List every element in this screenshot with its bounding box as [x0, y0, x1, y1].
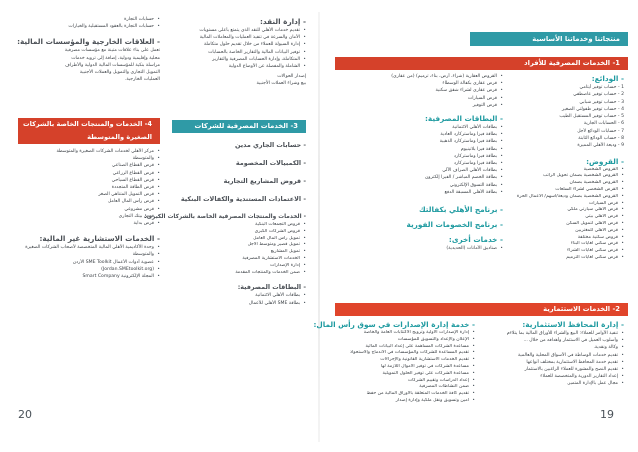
list-item: • قرض بيتك التجاري	[18, 213, 160, 220]
list-item: 9 - وديعة الأهلي المميزة	[577, 143, 624, 149]
text-line: تعمل على بناء علاقات متينة مع مؤسسات مصرفية	[64, 48, 160, 54]
sme-column	[18, 148, 160, 280]
list-item: • تقديم خدمات الأهلي للنقد الذي يتمتع بأعلى مستويات	[172, 27, 306, 34]
external-relations-column	[18, 16, 160, 83]
list-item: • بطاقات الأهلي الصراف الآلي	[335, 167, 503, 174]
list-item: • مساعدة الشركات في توفير الأموال اللازمة لها	[335, 364, 475, 371]
list-item: • عضوية أدوات الأعمال SME Toolkit الأردن	[18, 259, 160, 266]
retail-banking-banner	[335, 57, 628, 70]
list-item: • تنفيذ الأوامر للعملاء: البيع والشراء للأوراق المالية بما يتلاءم	[482, 330, 624, 337]
issues-list	[335, 330, 475, 405]
list-item: • القروض الشخصية بضمان تحويل الراتب	[510, 173, 624, 180]
list-item: • قروض التجمعات البنكية	[172, 222, 306, 229]
list-item: • الأمان والسرعة في تنفيذ العمليات والمعاملات المالية	[172, 34, 306, 41]
list-item: 1 - حساب توفير أيتامي	[579, 85, 624, 90]
list-item: • وأسلوب العميل في الاستثمار وأهدافه من خلال ...	[482, 337, 624, 344]
list-item: • قرض الأهلي بيتي	[510, 214, 624, 221]
list-item: • بطاقة التسوق الإلكتروني	[335, 182, 503, 189]
list-item: • قرض بداية	[18, 220, 160, 227]
issues-column	[313, 319, 475, 405]
corporate-cards-title: - البطاقات المصرفية:	[237, 283, 306, 292]
list-item: • قرض القطاع الصناعي	[18, 162, 160, 169]
corporate-item-overdraft: - حسابات الجاري مدين	[235, 141, 306, 149]
corporate-banking-title: 3- الخدمات المصرفية للشركات	[194, 122, 298, 130]
list-item: • مساعدة الشركات على توفير الحلول التمويلية	[335, 371, 475, 378]
deposits-title: - الودائع:	[591, 74, 624, 83]
list-item: • إدارة السيولة للعملاء من خلال تقديم حلول متكاملة	[172, 41, 306, 48]
list-item: • قرض القطاع الزراعي	[18, 170, 160, 177]
trading-accounts-list	[18, 16, 160, 30]
list-item: • القروض العقارية (شراء، أرض، بناء، ترميم) (من عقاري)	[335, 73, 503, 80]
portfolio-title: - إدارة المحافظ الاستثمارية:	[522, 320, 624, 329]
list-item: • قرض التوفير	[335, 102, 503, 109]
list-item: • تمويل قصير ومتوسط الأجل	[172, 242, 306, 249]
list-item: • قرض القطاع السياحي	[18, 177, 160, 184]
deposits-list	[510, 84, 624, 150]
list-item: 3 - حساب توفير شبابي	[579, 99, 624, 105]
loans-title: - القروض:	[586, 156, 624, 166]
corporate-item-bills: - الكمبيالات المخصومة	[235, 159, 306, 167]
list-item: • قرض سكني لغايات البناء	[510, 241, 624, 248]
page-number-left: 20	[18, 408, 32, 421]
list-item: • المجلة الإلكترونية Smart Company	[18, 273, 160, 280]
list-item: • مساعدة الشركات المساهمة على إعداد البيانات المالية	[335, 344, 475, 351]
list-item: • بطاقة الخصم المباشر / الفيزا إلكترون	[335, 174, 503, 181]
list-item: • إعداد الدراسات وتقييم الشركات	[335, 378, 475, 385]
list-item: • والمتوسطة	[18, 251, 160, 258]
list-item: 6 - الحسابات الجارية	[583, 121, 624, 127]
list-item: • تمويل رأس المال العامل	[172, 236, 306, 243]
list-item: • ضمن النشاطات المصرفية	[335, 384, 475, 391]
large-corporate-list	[172, 222, 306, 276]
advisory-title: - الخدمات الاستشارية غير المالية:	[39, 234, 160, 244]
list-item: • قرض عقاري لشراء شقق سكنية	[335, 87, 503, 94]
sme-banner-line2: الصغيرة والمتوسطة	[87, 133, 152, 141]
list-item: 5 - حساب توفير المستقبل الطيب	[559, 114, 624, 120]
large-corporate-title: - الخدمات والمنتجات المصرفية الخاصة بالشركات الكبرى:	[144, 214, 306, 220]
list-item: • إدارة الإصدارات الأولية وترويج الاكتتابات العامة والخاصة	[335, 330, 475, 337]
real-estate-list	[335, 73, 503, 109]
text-line: مراسلة بنكية للمؤسسات المالية الدولية والأطراف	[65, 62, 160, 68]
investment-banner-title: 2- الخدمات الاستثمارية	[543, 305, 620, 313]
list-item: • حسابات التجارة بالعقود المستقبلية والخيارات	[18, 23, 160, 30]
corporate-column	[144, 138, 306, 307]
list-item: • قرض مشروعي	[18, 206, 160, 213]
section-header-title: منتجاتنا وخدماتنا الأساسية	[532, 35, 620, 43]
list-item: • تقديم النصح والمشورة للعملاء الراغبين بالاستثمار	[482, 366, 624, 373]
list-item: • وحدة الأكاديمية الأهلي المالية المتخصصة لأصحاب الشركات الصغيرة	[18, 244, 160, 251]
sme-banner	[18, 118, 160, 144]
list-item: • (Jordan.SMEtoolkit.org)	[18, 266, 160, 273]
list-item: • قرض السيارات	[510, 201, 624, 208]
deposits-column	[510, 73, 624, 262]
list-item: • صناديق الأمانات (الحديدية)	[335, 245, 503, 252]
cards-column	[335, 73, 503, 252]
list-item: • بطاقة SME الأهلي للأعمال	[172, 300, 306, 307]
list-item: 4 - حساب توفير طفولتي الصغير	[561, 106, 624, 112]
list-item: • أمين وتسويق ونقل ملكية وإدارة إصدار	[335, 398, 475, 405]
list-item: • قروض سكنية مختلفة	[510, 235, 624, 242]
list-item: • قرض سكني لغايات الترميم	[510, 255, 624, 262]
tafawwaq-program-title: - برنامج الأهلي بكفالتك	[418, 205, 503, 215]
corporate-item-project-loans: - قروض المشاريع التجارية	[223, 177, 306, 185]
cash-management-list	[172, 27, 306, 70]
corporate-banking-banner	[172, 120, 306, 133]
list-item: • بطاقات الأهلي الائتمانية	[172, 292, 306, 299]
cards-list	[335, 124, 503, 196]
text-line: التمويل التجاري والتمويل والعملات الأجنبية	[79, 70, 160, 76]
list-item: • قرض رأس المال العامل	[18, 198, 160, 205]
list-item: • بطاقة الأهلي المسبقة الدفع	[335, 189, 503, 196]
list-item: • بطاقة فيزا وماستركارد	[335, 153, 503, 160]
list-item: • تمويل المشاريع	[172, 249, 306, 256]
list-item: • قرض الأهلي للمغتربين	[510, 228, 624, 235]
advisory-list	[18, 244, 160, 280]
list-item: • قروض الشركات الكبرى	[172, 229, 306, 236]
list-item: • مركز الأهلي لخدمات الشركات الصغيرة والمتوسطة	[18, 148, 160, 155]
list-item: • حسابات التجارة	[18, 16, 160, 23]
list-item: • مجال عمل بالإدارة المتميز.	[482, 380, 624, 387]
list-item: 7 - حسابات الودائع لأجل	[577, 128, 624, 134]
list-item: • القروض الشخصية	[510, 167, 624, 174]
list-item: • القروض الشخصية بضمان	[510, 180, 624, 187]
other-services-title: - خدمات أخرى:	[448, 235, 503, 245]
list-item: • إعداد التقارير الدورية والمتخصصة للعملاء	[482, 373, 624, 380]
list-item: 8 - حساب الودائع الثابتة	[578, 136, 624, 142]
list-item: • ضمن الخدمات والمنتجات المقدمة	[172, 270, 306, 277]
list-item: • تقديم كافة الخدمات المتعلقة بالأوراق المالية من حفظ	[335, 391, 475, 398]
list-item: • قرض الأهلي لتمويل السكن	[510, 221, 624, 228]
cash-management-column	[172, 16, 306, 88]
list-item: 2 - حساب توفير عاصطفي	[573, 92, 624, 98]
list-item: • قرض سكني لغايات الشراء	[510, 248, 624, 255]
external-relations-title: - العلاقات الخارجية والمؤسسات المالية:	[17, 37, 160, 47]
portfolio-column	[482, 319, 624, 388]
list-item: • تقديم خدمة المحافظ الاستثمارية بمختلف أنواعها	[482, 359, 624, 366]
list-item: • القروض الشخصية بضمان وديعة/أسهم/ الأعمال الحرة	[510, 194, 624, 201]
page-number-right: 19	[600, 408, 614, 421]
text-line: محلية وإقليمية ودولية، إضافة إلى تزويد خدمات	[71, 55, 160, 61]
list-item: • بطاقة فيزا بلاتينيوم	[335, 146, 503, 153]
list-item: • تقديم الخدمات الاستشارية القانونية والإجراءات	[335, 357, 475, 364]
list-item: • بطاقة فيزا وماستركارد الذهبية	[335, 138, 503, 145]
list-item: • الإعلان والإعداد والتسويق للمؤسسات	[335, 337, 475, 344]
list-item: • قرض التمويل المتناهي الصغر	[18, 191, 160, 198]
list-item: • قرض الأهلي سيارتي ملكي	[510, 207, 624, 214]
list-item: • تقديم خدمات الوساطة في الأسواق المحلية والعالمية	[482, 352, 624, 359]
list-item: • قرض السيارات	[335, 95, 503, 102]
cards-title: - البطاقات المصرفية:	[425, 114, 503, 124]
list-item: • والمتوسطة	[18, 155, 160, 162]
investment-banner	[335, 303, 628, 316]
list-item: • وكالة ونقدية.	[482, 344, 624, 351]
section-header-bar	[470, 32, 628, 46]
retail-banking-title: 1- الخدمات المصرفية للأفراد	[524, 59, 620, 67]
cash-management-title: - إدارة النقد:	[260, 17, 306, 26]
list-item: • توفير البيانات المالية والتقارير الخاصة بالحسابات	[172, 49, 306, 56]
text-line: العمليات الخارجية.	[124, 77, 160, 83]
list-item: • تقديم المساعدة للشركات والمؤسسات في الاندماج والاستحواذ	[335, 350, 475, 357]
sme-banner-line1: 4- الخدمات والمنتجات الخاصة بالشركات	[23, 120, 152, 128]
portfolio-list	[482, 330, 624, 388]
corporate-cards-list	[172, 292, 306, 306]
issues-title: - خدمة إدارة الإصدارات في سوق رأس المال:	[313, 320, 475, 329]
list-item: • بطاقة فيزا وماستركارد العادية	[335, 131, 503, 138]
list-item: • قرض عقاري بكفالة الوسطاء	[335, 80, 503, 87]
sme-list	[18, 148, 160, 227]
list-item: • بطاقات الأهلي الائتمانية	[335, 124, 503, 131]
loans-list	[510, 167, 624, 262]
page-fold	[318, 12, 320, 442]
list-item: • المتكاملة، وإدارة الحسابات المصرفية والتقارير	[172, 56, 306, 63]
other-services-list	[335, 245, 503, 252]
list-item: • القرض الشخصي لشراء السلعات	[510, 187, 624, 194]
list-item: • الشاملة والمفصلة عن الأوضاع الدولية	[172, 63, 306, 70]
list-item: • بطاقة فيزا وماستركارد	[335, 160, 503, 167]
external-relations-text	[18, 47, 160, 83]
list-item: • الخدمات الاستشارية المصرفية	[172, 256, 306, 263]
sub-item: بيع وشراء العملات الأجنبية	[256, 81, 306, 87]
list-item: • إدارة الإصدارات	[172, 263, 306, 270]
prizes-program-title: - برنامج الخصومات الفورية	[406, 220, 503, 230]
corporate-item-credits: - الاعتمادات المستندية والكفالات البنكية	[180, 195, 306, 203]
list-item: • قرض الطاقة المتجددة	[18, 184, 160, 191]
sub-item: إصدار الحوالات	[277, 74, 306, 80]
